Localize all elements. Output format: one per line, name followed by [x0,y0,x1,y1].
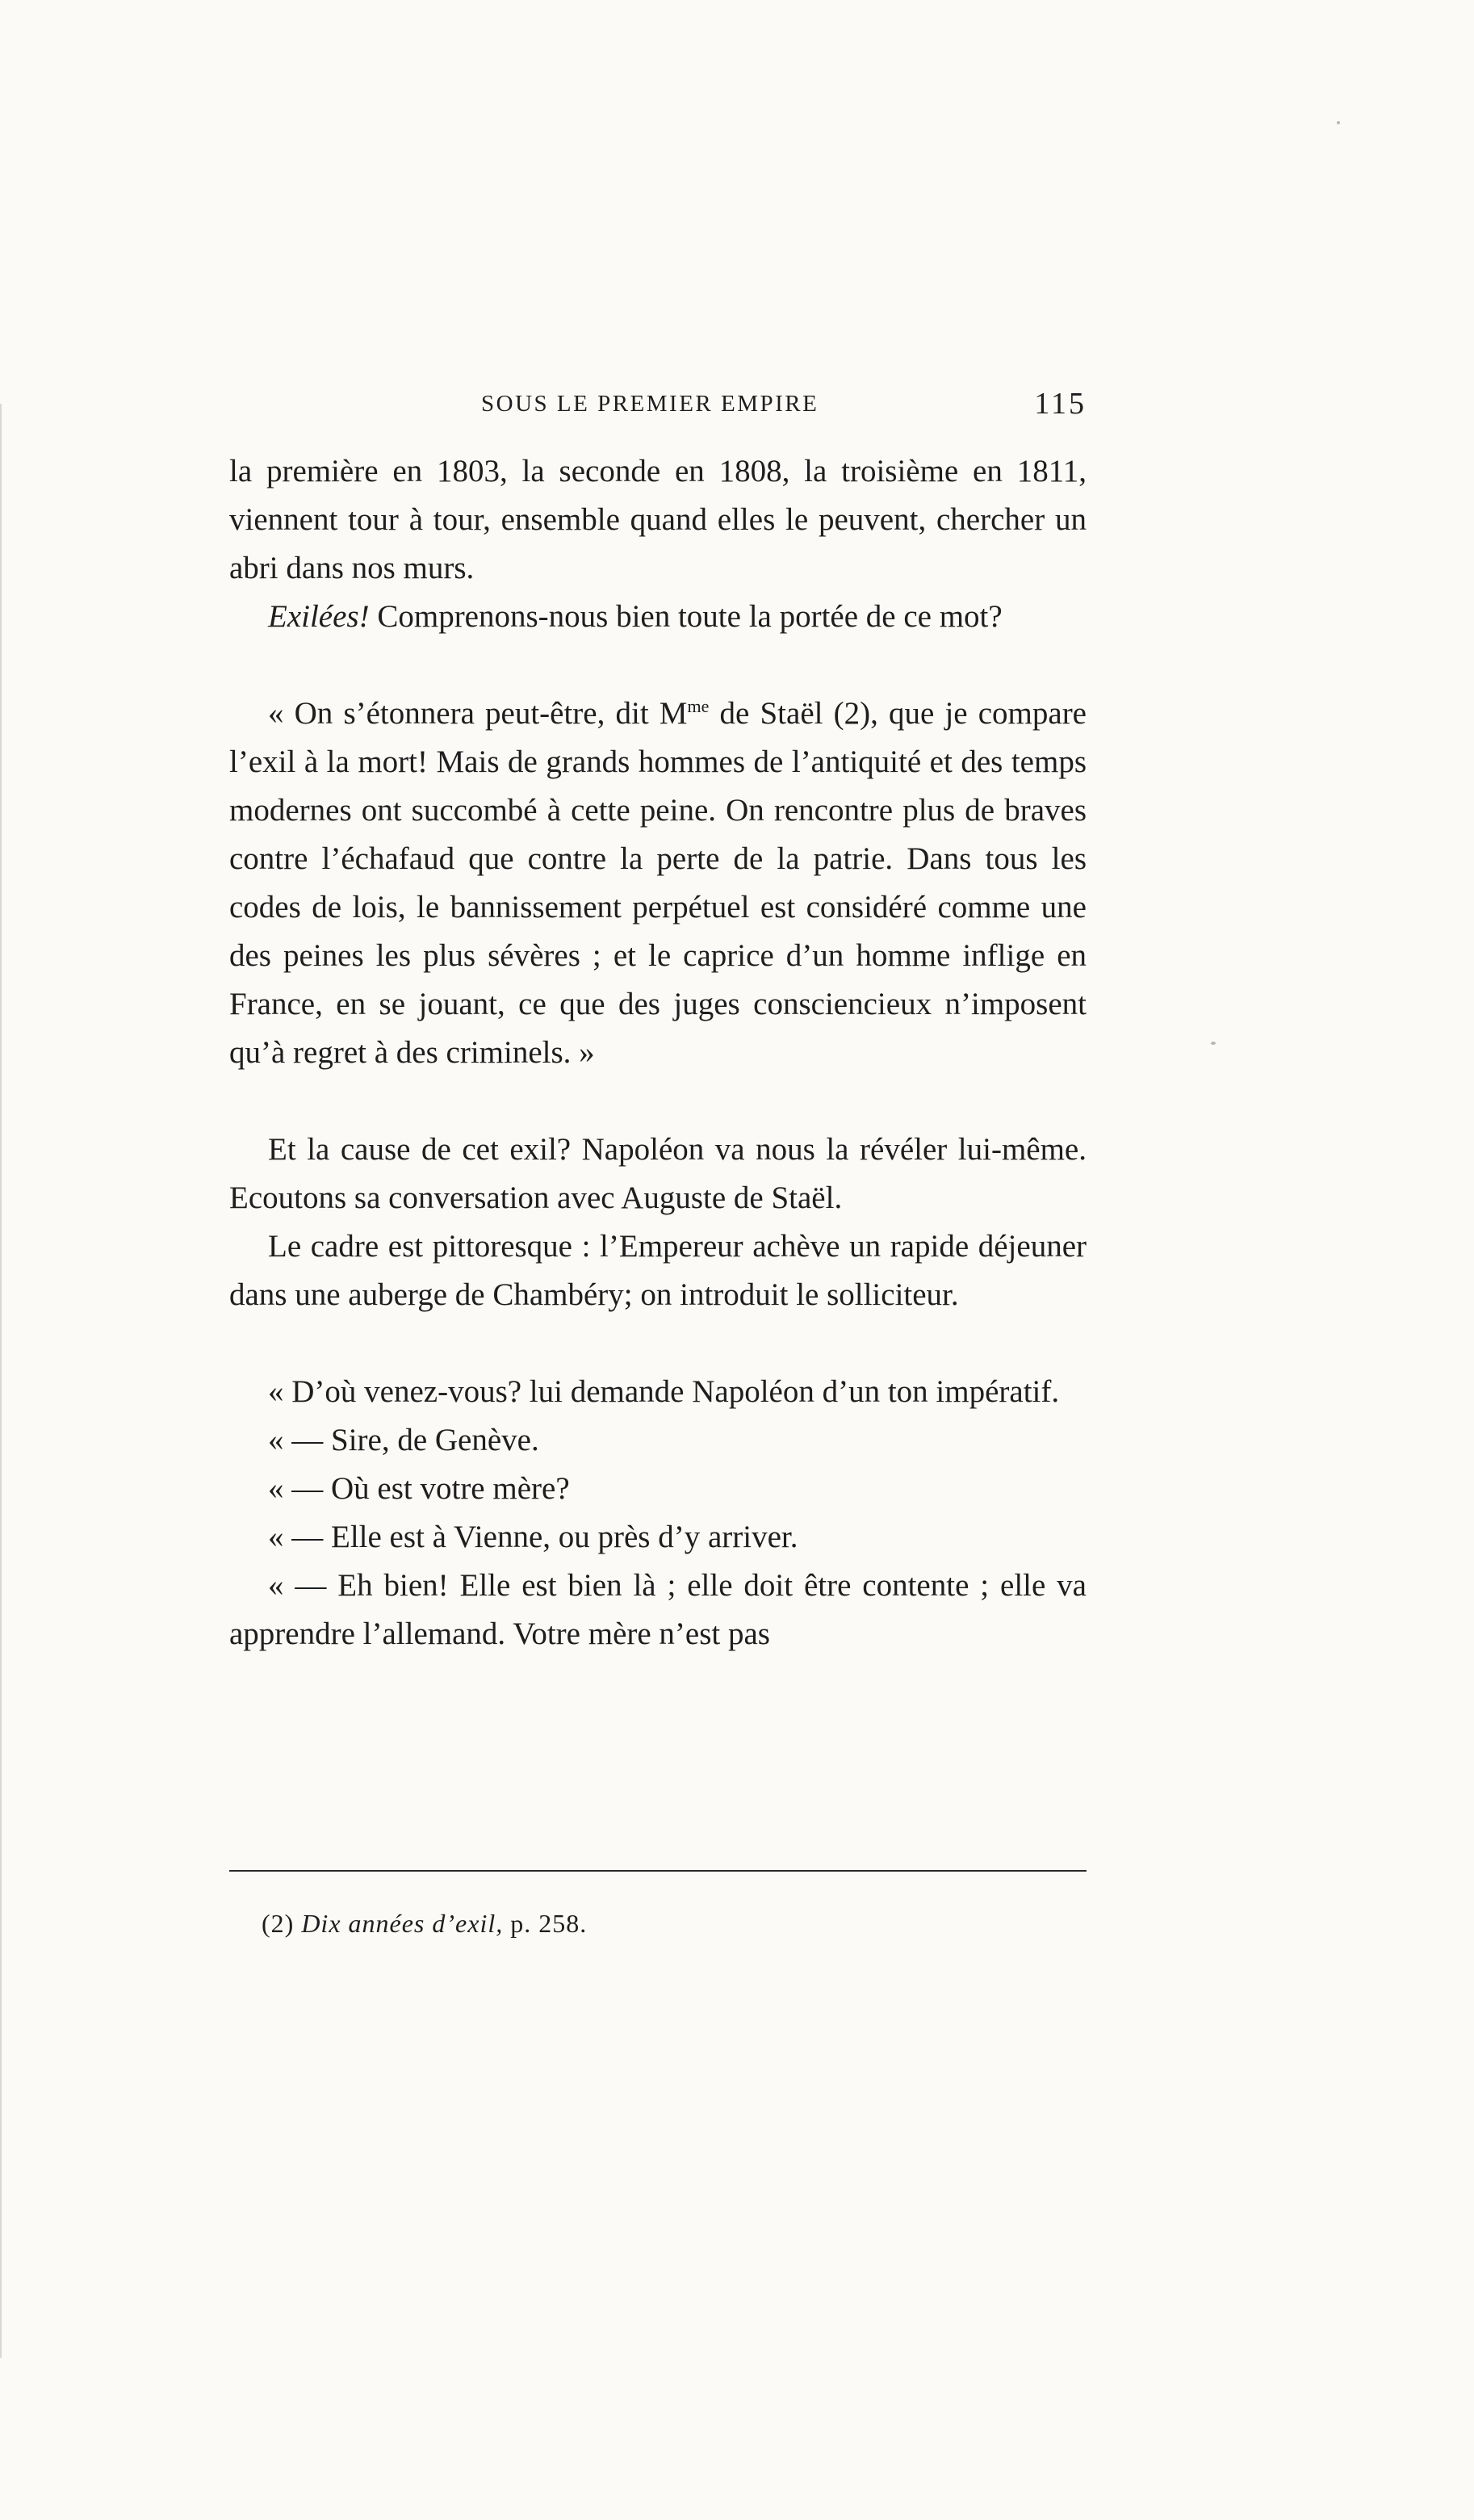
dialogue-line: « — Eh bien! Elle est bien là ; elle doit être contente ; elle va apprendre l’allemand. Votre mère n’est pas [229,1568,1087,1651]
footnote [262,1906,1087,1941]
italic-word: Exilées! [268,599,370,634]
scan-speck [1211,1042,1216,1045]
footnote-page-ref: p. 258. [510,1909,588,1938]
page-number: 115 [1034,387,1087,421]
footnote-title: Dix années d’exil, [301,1909,504,1938]
quote-paragraph [229,690,1087,1077]
paragraph-text: de Staël (2), que je compare l’exil à la mort! Mais de grands hommes de l’antiquité et des temps modernes ont succombé à cette peine. On rencontre plus de braves contre l’échafaud que contre la perte de la patrie. Dans tous les codes de lois, le bannissement perpétuel est considéré comme une des peines les plus sévères ; et le caprice d’un homme inflige en France, en se jouant, ce que des juges consciencieux n’imposent qu’à regret à des criminels. » [229,696,1087,1070]
paragraph-text: Comprenons-nous bien toute la portée de ce mot? [369,599,1003,634]
paragraph: la première en 1803, la seconde en 1808, la troisième en 1811, viennent tour à tour, ensemble quand elles le peuvent, chercher un abri dans nos murs. [229,454,1087,585]
paragraph-text: « On s’étonnera peut-être, dit M [268,696,688,731]
scan-speck [1337,121,1340,124]
footnote-marker: (2) [262,1909,295,1938]
dialogue-line: « — Sire, de Genève. [268,1423,539,1457]
paragraph: Et la cause de cet exil? Napoléon va nous la révéler lui-même. Ecoutons sa conversation avec Auguste de Staël. [229,1132,1087,1215]
footnote-rule [229,1870,1087,1872]
superscript: me [687,696,710,716]
body-text [229,447,1087,1658]
paragraph: Le cadre est pittoresque : l’Empereur achève un rapide déjeuner dans une auberge de Chambéry; on introduit le solliciteur. [229,1229,1087,1312]
paragraph [229,593,1087,641]
dialogue-line: « D’où venez-vous? lui demande Napoléon d’un ton impératif. [268,1374,1060,1409]
running-head [229,388,1087,420]
dialogue-line: « — Elle est à Vienne, ou près d’y arriver. [268,1520,798,1554]
page-edge [0,404,2,2358]
dialogue-line: « — Où est votre mère? [268,1471,570,1506]
running-title: SOUS LE PREMIER EMPIRE [481,391,819,417]
